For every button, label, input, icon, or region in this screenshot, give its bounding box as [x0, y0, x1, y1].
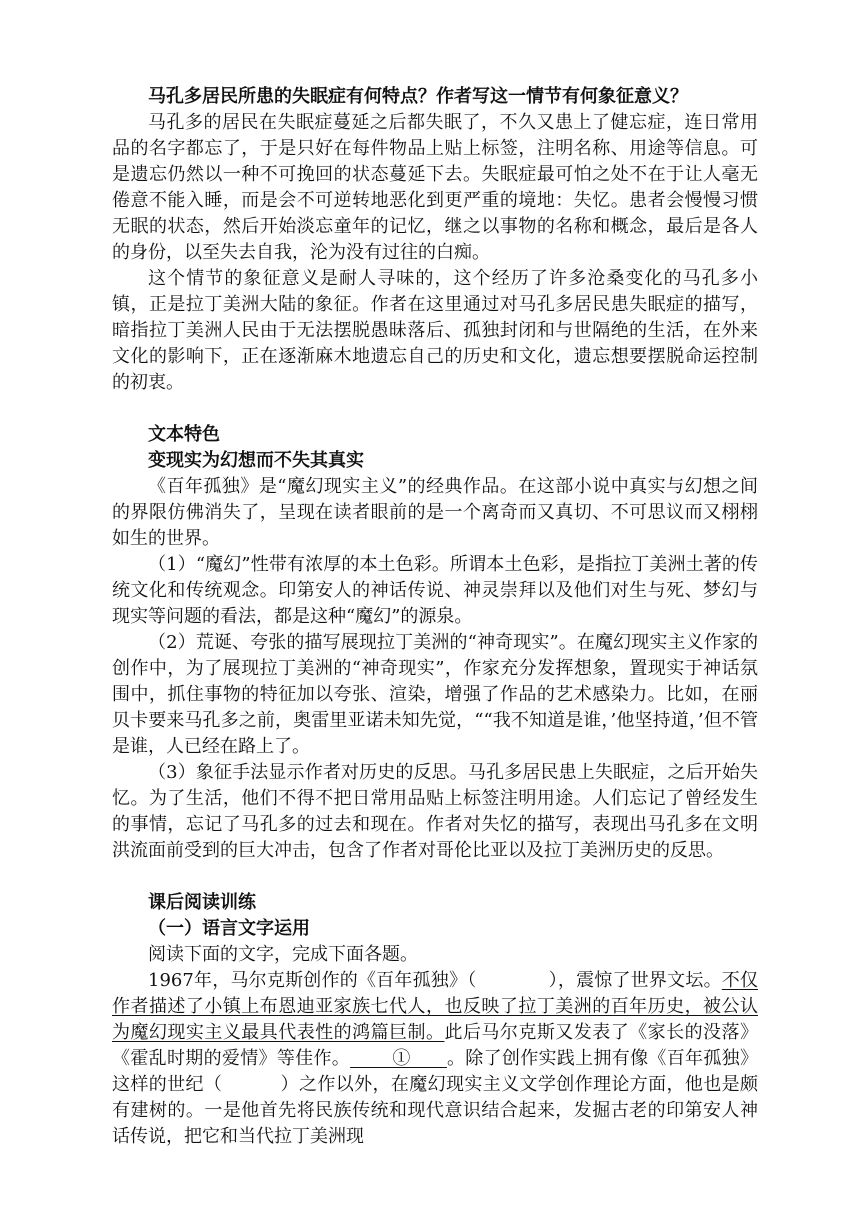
- exercise-subtitle: （一）语言文字运用: [148, 918, 310, 939]
- features-paragraph-2: （1）“魔幻”性带有浓厚的本土色彩。所谓本土色彩，是指拉丁美洲土著的传统文化和传统观念。印第安人的神话传说、神灵崇拜以及他们对生与死、梦幻与现实等问题的看法，都是这种“魔幻”的源泉。: [112, 554, 758, 627]
- exercise-instruction: 阅读下面的文字，完成下面各题。: [148, 944, 418, 965]
- section-title-exercises: 课后阅读训练: [148, 892, 256, 913]
- spacer: [112, 864, 758, 890]
- features-paragraph-4: （3）象征手法显示作者对历史的反思。马孔多居民患上失眠症，之后开始失忆。为了生活，他们不得不把日常用品贴上标签注明用途。人们忘记了曾经发生的事情，忘记了马孔多的过去和现在。作者对失忆的描写，表现出马孔多在文明洪流面前受到的巨大冲击，包含了作者对哥伦比亚以及拉丁美洲历史的反思。: [112, 762, 758, 861]
- features-paragraph-3: （2）荒诞、夸张的描写展现拉丁美洲的“神奇现实”。在魔幻现实主义作家的创作中，为了展现拉丁美洲的“神奇现实”，作家充分发挥想象，置现实于神话氛围中，抓住事物的特征加以夸张、渲染，增强了作品的艺术感染力。比如，在丽贝卡要来马孔多之前，奥雷里亚诺未知先觉，““我不知道是谁，’他坚持道，’但不管是谁，人已经在路上了。: [112, 632, 758, 757]
- section-title-text-features: 文本特色: [148, 424, 220, 445]
- features-paragraph-1: 《百年孤独》是“魔幻现实主义”的经典作品。在这部小说中真实与幻想之间的界限仿佛消失了，呈现在读者眼前的是一个离奇而又真切、不可思议而又栩栩如生的世界。: [112, 476, 758, 549]
- question-heading: 马孔多居民所患的失眠症有何特点？作者写这一情节有何象征意义？: [148, 86, 688, 107]
- answer-paragraph-1: 马孔多的居民在失眠症蔓延之后都失眠了，不久又患上了健忘症，连日常用品的名字都忘了，于是只好在每件物品上贴上标签，注明名称、用途等信息。可是遗忘仍然以一种不可挽回的状态蔓延下去。失眠症最可怕之处不在于让人毫无倦意不能入睡，而是会不可逆转地恶化到更严重的境地：失忆。患者会慢慢习惯无眠的状态，然后开始淡忘童年的记忆，继之以事物的名称和概念，最后是各人的身份，以至失去自我，沦为没有过往的白痴。: [112, 112, 758, 263]
- numbered-blank-1: ①: [350, 1048, 447, 1069]
- document-page: [112, 84, 758, 1150]
- answer-paragraph-2: 这个情节的象征意义是耐人寻味的，这个经历了许多沧桑变化的马孔多小镇，正是拉丁美洲大陆的象征。作者在这里通过对马孔多居民患失眠症的描写，暗指拉丁美洲人民由于无法摆脱愚昧落后、孤独封闭和与世隔绝的生活，在外来文化的影响下，正在逐渐麻木地遗忘自己的历史和文化，遗忘想要摆脱命运控制的初衷。: [112, 268, 758, 393]
- underlined-sentence: 不仅作者描述了小镇上布恩迪亚家族七代人，也反映了拉丁美洲的百年历史，被公认为魔幻现实主义最具代表性的鸿篇巨制。: [112, 970, 759, 1043]
- passage-text-a: 1967年，马尔克斯创作的《百年孤独》（: [148, 970, 477, 991]
- passage-text-d: 。除了创作实践上拥有像《百年孤独》这样的世纪（: [112, 1048, 759, 1095]
- exercise-passage: [112, 968, 758, 1150]
- passage-text-b: ），震惊了世界文坛。: [548, 970, 722, 991]
- section-subtitle: 变现实为幻想而不失其真实: [148, 450, 364, 471]
- passage-text-c: 此后马尔克斯又发表了《家长的没落》《霍乱时期的爱情》等佳作。: [112, 1022, 758, 1069]
- passage-text-e: ）之作以外，在魔幻现实主义文学创作理论方面，他也是颇有建树的。一是他首先将民族传统和现代意识结合起来，发掘古老的印第安人神话传说，把它和当代拉丁美洲现: [112, 1074, 758, 1147]
- spacer: [112, 396, 758, 422]
